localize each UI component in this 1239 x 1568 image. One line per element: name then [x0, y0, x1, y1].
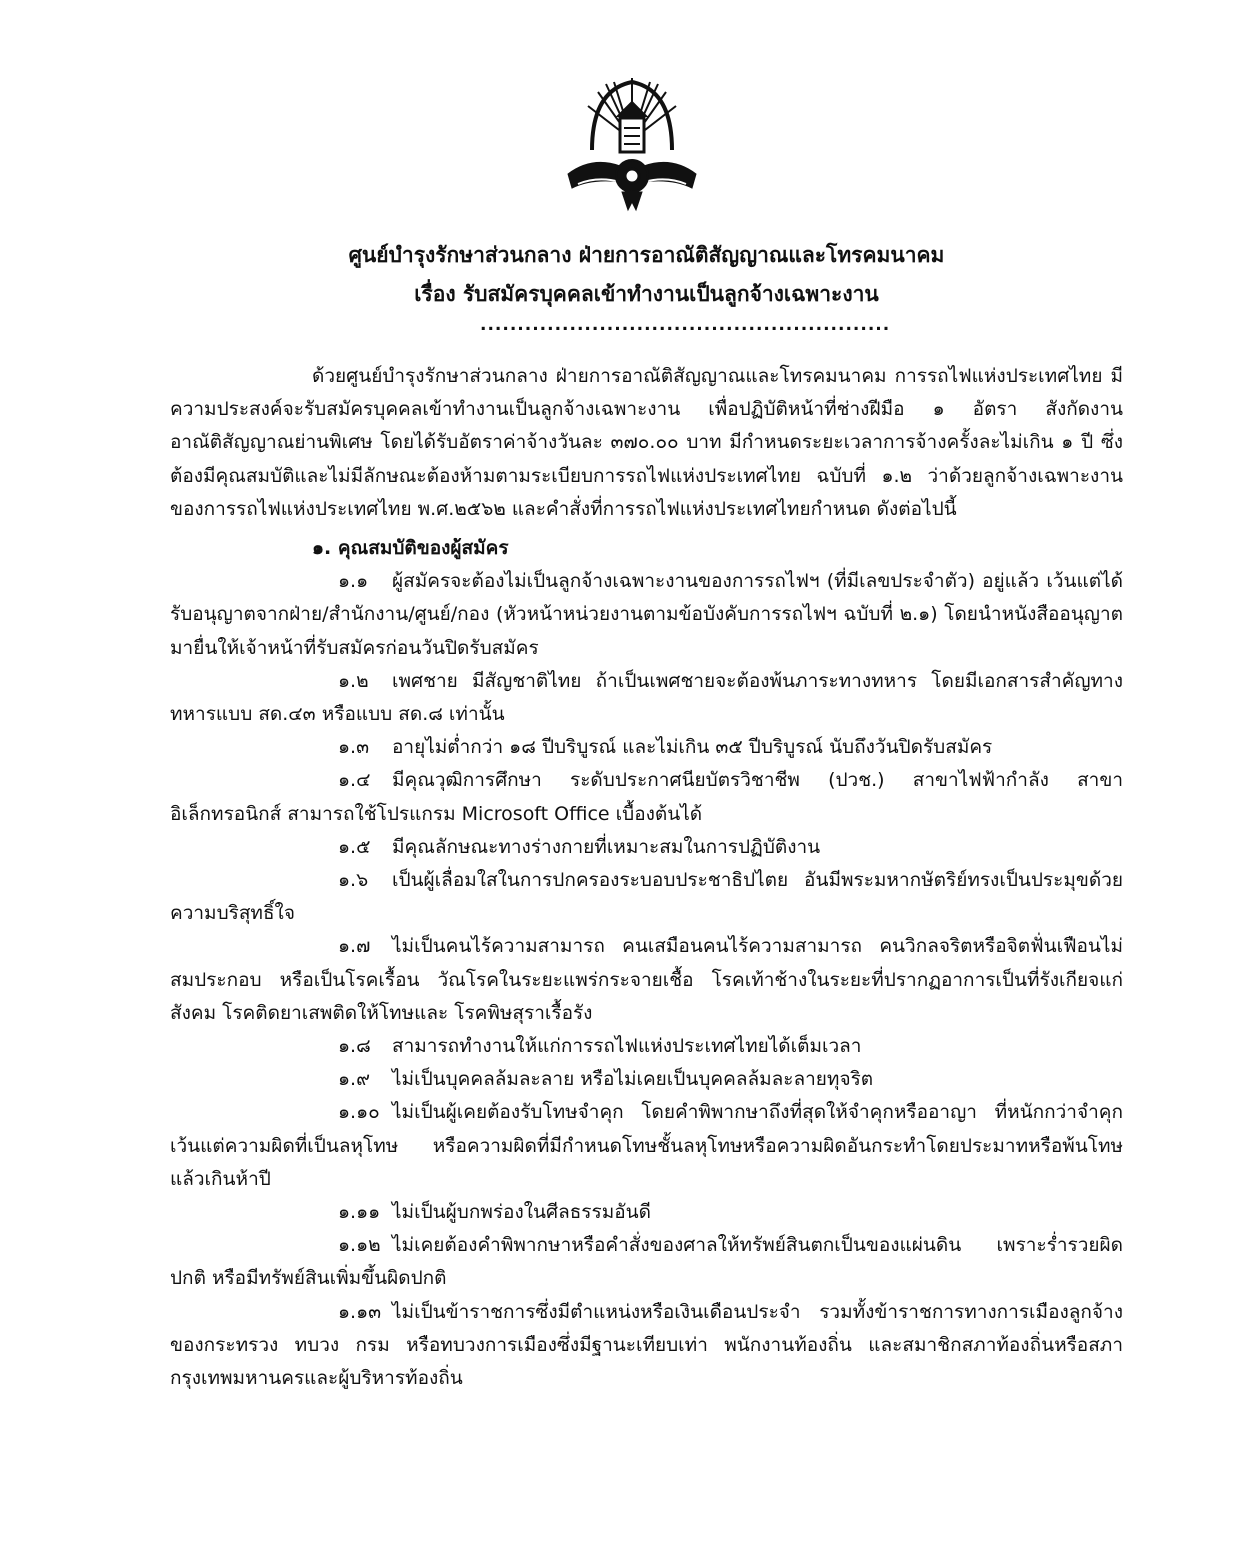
list-item — [170, 831, 1123, 864]
section-1-title: ๑. คุณสมบัติของผู้สมัคร — [312, 537, 509, 560]
item-number: ๑.๑๒ — [338, 1234, 381, 1257]
item-number: ๑.๑๐ — [338, 1101, 380, 1124]
item-number: ๑.๔ — [338, 769, 371, 792]
item-number: ๑.๗ — [338, 935, 371, 958]
list-item — [170, 1196, 1123, 1229]
list-item — [170, 1030, 1123, 1063]
list-item — [170, 665, 1123, 731]
heading-line-1: ศูนย์บำรุงรักษาส่วนกลาง ฝ่ายการอาณัติสัญญาณและโทรคมนาคม — [348, 243, 945, 267]
document-body — [170, 360, 1123, 1395]
heading-separator: ....................................................... — [480, 315, 891, 335]
item-number: ๑.๑๓ — [338, 1300, 382, 1323]
list-item — [170, 1296, 1123, 1396]
item-number: ๑.๓ — [338, 736, 370, 759]
item-text: ไม่เป็นผู้เคยต้องรับโทษจำคุก โดยคำพิพากษาถึงที่สุดให้จำคุกหรืออาญา ที่หนักกว่าจำคุกเว้นแต่ความผิดที่เป็นลหุโทษ หรือความผิดที่มีกำหนดโทษชั้นลหุโทษหรือความผิดอันกระทำโดยประมาทหรือพ้นโทษแล้วเกินห้าปี — [170, 1101, 1123, 1190]
document-heading — [170, 236, 1123, 314]
item-number: ๑.๑ — [338, 570, 369, 593]
item-text: ไม่เป็นคนไร้ความสามารถ คนเสมือนคนไร้ความสามารถ คนวิกลจริตหรือจิตฟั่นเฟือนไม่สมประกอบ หรือเป็นโรคเรื้อน วัณโรคในระยะแพร่กระจายเชื้อ โรคเท้าช้างในระยะที่ปรากฏอาการเป็นที่รังเกียจแก่สังคม โรคติดยาเสพติดให้โทษและ โรคพิษสุราเรื้อรัง — [170, 935, 1123, 1024]
item-text: สามารถทำงานให้แก่การรถไฟแห่งประเทศไทยได้เต็มเวลา — [392, 1035, 862, 1058]
state-railway-emblem-icon — [562, 70, 702, 220]
item-text: เป็นผู้เลื่อมใสในการปกครองระบอบประชาธิปไตย อันมีพระมหากษัตริย์ทรงเป็นประมุขด้วยความบริสุทธิ์ใจ — [170, 869, 1123, 925]
item-text: มีคุณลักษณะทางร่างกายที่เหมาะสมในการปฏิบัติงาน — [392, 835, 821, 858]
item-text: ผู้สมัครจะต้องไม่เป็นลูกจ้างเฉพาะงานของการรถไฟฯ (ที่มีเลขประจำตัว) อยู่แล้ว เว้นแต่ได้รับอนุญาตจากฝ่าย/สำนักงาน/ศูนย์/กอง (หัวหน้าหน่วยงานตามข้อบังคับการรถไฟฯ ฉบับที่ ๒.๑) โดยนำหนังสืออนุญาตมายื่นให้เจ้าหน้าที่รับสมัครก่อนวันปิดรับสมัคร — [170, 570, 1123, 659]
list-item — [170, 764, 1123, 830]
item-text: อายุไม่ต่ำกว่า ๑๘ ปีบริบูรณ์ และไม่เกิน ๓๕ ปีบริบูรณ์ นับถึงวันปิดรับสมัคร — [392, 736, 993, 759]
item-number: ๑.๕ — [338, 835, 371, 858]
item-text: มีคุณวุฒิการศึกษา ระดับประกาศนียบัตรวิชาชีพ (ปวช.) สาขาไฟฟ้ากำลัง สาขาอิเล็กทรอนิกส์ สามารถใช้โปรแกรม Microsoft Office เบื้องต้นได้ — [170, 769, 1123, 825]
item-number: ๑.๙ — [338, 1068, 371, 1091]
list-item — [170, 930, 1123, 1030]
intro-paragraph: ด้วยศูนย์บำรุงรักษาส่วนกลาง ฝ่ายการอาณัติสัญญาณและโทรคมนาคม การรถไฟแห่งประเทศไทย มีความประสงค์จะรับสมัครบุคคลเข้าทำงานเป็นลูกจ้างเฉพาะงาน เพื่อปฏิบัติหน้าที่ช่างฝีมือ ๑ อัตรา สังกัดงานอาณัติสัญญาณย่านพิเศษ โดยได้รับอัตราค่าจ้างวันละ ๓๗๐.๐๐ บาท มีกำหนดระยะเวลาการจ้างครั้งละไม่เกิน ๑ ปี ซึ่งต้องมีคุณสมบัติและไม่มีลักษณะต้องห้ามตามระเบียบการรถไฟแห่งประเทศไทย ฉบับที่ ๑.๒ ว่าด้วยลูกจ้างเฉพาะงานของการรถไฟแห่งประเทศไทย พ.ศ.๒๕๖๒ และคำสั่งที่การรถไฟแห่งประเทศไทยกำหนด ดังต่อไปนี้ — [170, 365, 1123, 520]
list-item — [170, 1096, 1123, 1196]
item-text: ไม่เคยต้องคำพิพากษาหรือคำสั่งของศาลให้ทรัพย์สินตกเป็นของแผ่นดิน เพราะร่ำรวยผิดปกติ หรือมีทรัพย์สินเพิ่มขึ้นผิดปกติ — [170, 1234, 1123, 1290]
item-number: ๑.๑๑ — [338, 1201, 381, 1224]
list-item — [170, 864, 1123, 930]
heading-line-2: เรื่อง รับสมัครบุคคลเข้าทำงานเป็นลูกจ้างเฉพาะงาน — [414, 282, 879, 306]
list-item — [170, 1229, 1123, 1295]
item-text: เพศชาย มีสัญชาติไทย ถ้าเป็นเพศชายจะต้องพ้นภาระทางทหาร โดยมีเอกสารสำคัญทางทหารแบบ สด.๔๓ หรือแบบ สด.๘ เท่านั้น — [170, 669, 1123, 726]
item-text: ไม่เป็นข้าราชการซึ่งมีตำแหน่งหรือเงินเดือนประจำ รวมทั้งข้าราชการทางการเมืองลูกจ้างของกระทรวง ทบวง กรม หรือทบวงการเมืองซึ่งมีฐานะเทียบเท่า พนักงานท้องถิ่น และสมาชิกสภาท้องถิ่นหรือสภากรุงเทพมหานครและผู้บริหารท้องถิ่น — [170, 1300, 1123, 1390]
list-item — [170, 731, 1123, 764]
list-item — [170, 565, 1123, 665]
item-number: ๑.๘ — [338, 1035, 371, 1058]
list-item — [170, 1063, 1123, 1096]
item-text: ไม่เป็นผู้บกพร่องในศีลธรรมอันดี — [392, 1201, 651, 1224]
item-number: ๑.๖ — [338, 869, 369, 892]
item-number: ๑.๒ — [338, 669, 369, 692]
item-text: ไม่เป็นบุคคลล้มละลาย หรือไม่เคยเป็นบุคคลล้มละลายทุจริต — [392, 1068, 874, 1091]
